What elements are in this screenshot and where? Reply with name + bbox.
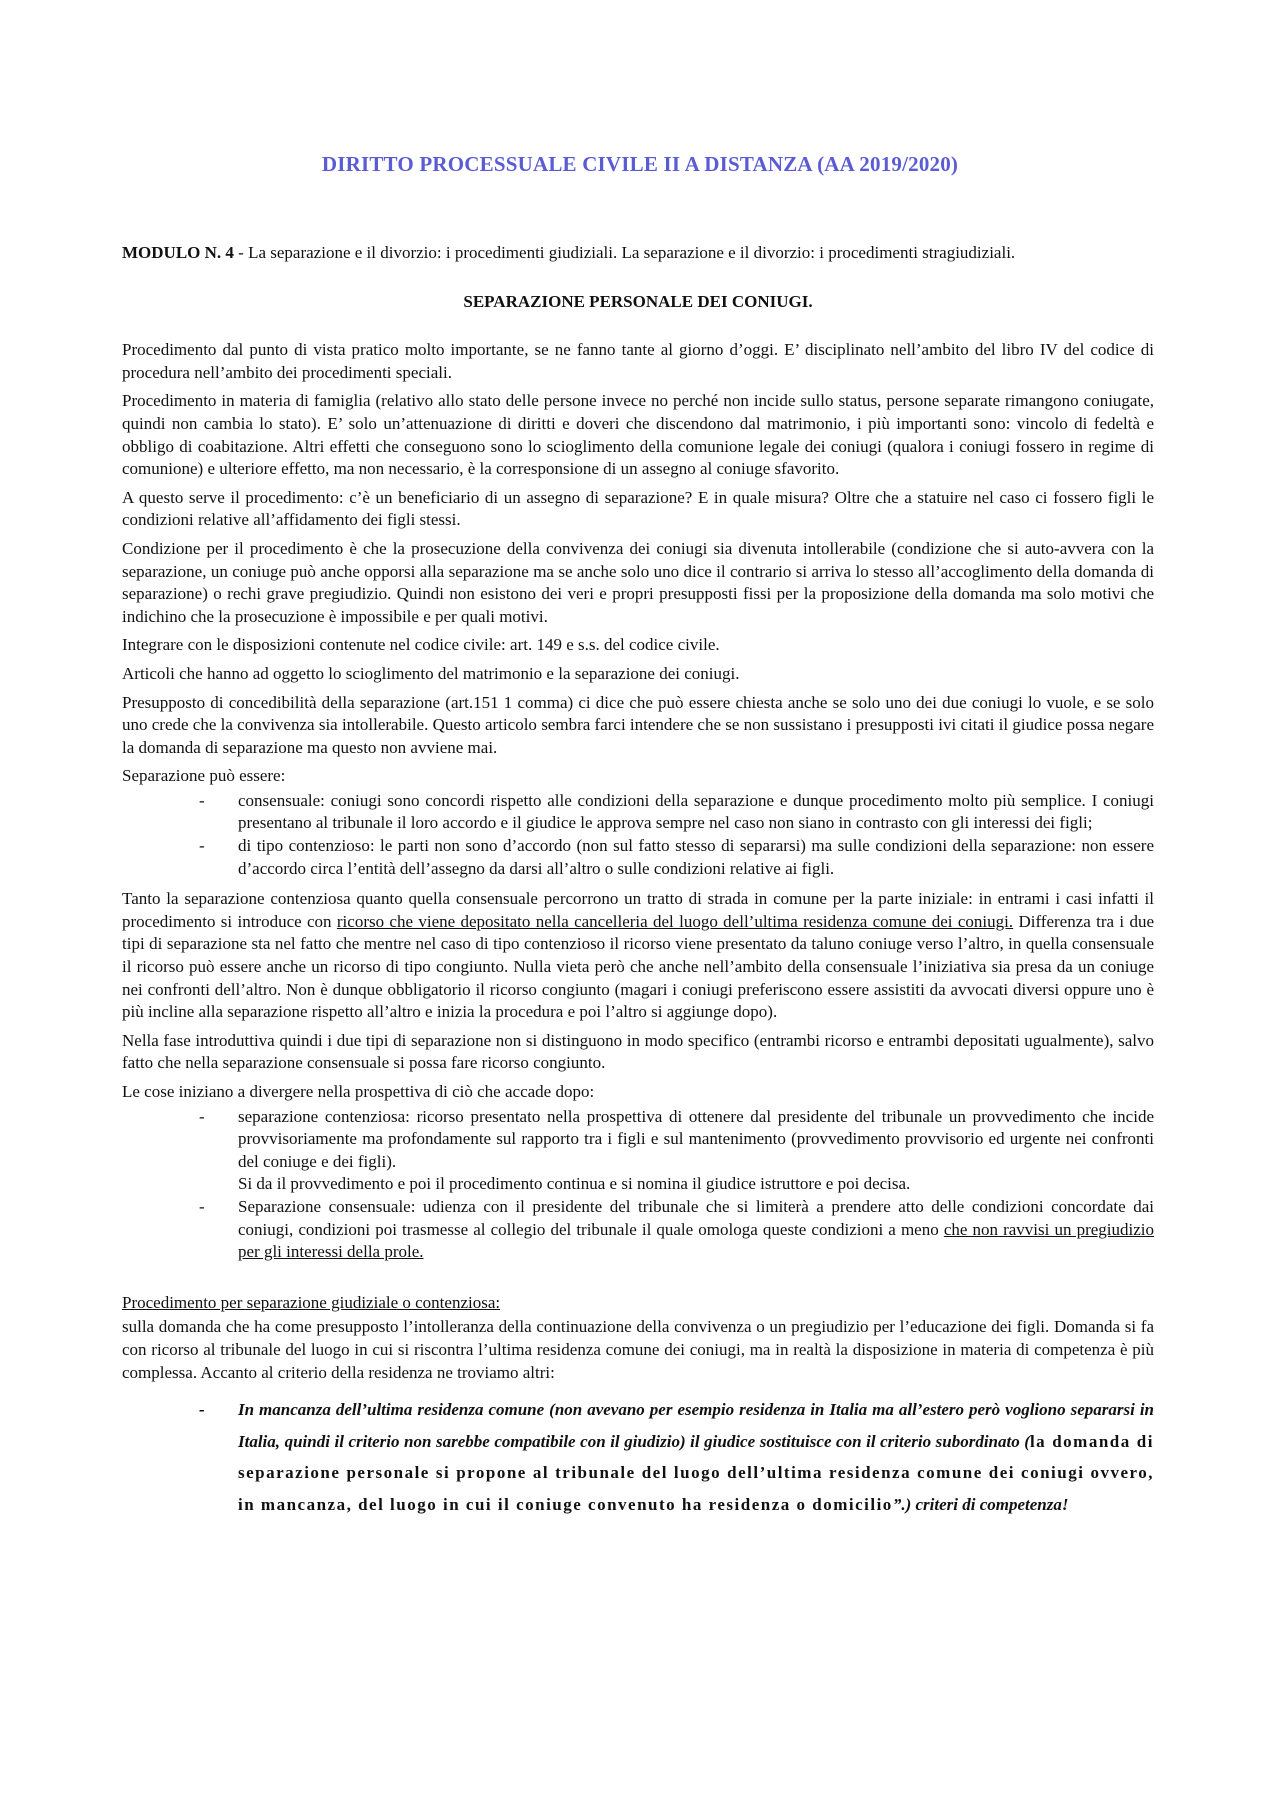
list-item: - consensuale: coniugi sono concordi rispetto alle condizioni della separazione e dunque procedimento molto più semplice. I coniugi presentano al tribunale il loro accordo e il giudice le approva sempre nel caso non siano in contrasto con gli interessi dei figli; — [238, 790, 1154, 835]
section-title: SEPARAZIONE PERSONALE DEI CONIUGI. — [463, 291, 813, 311]
document-body — [122, 242, 1154, 1528]
paragraph — [122, 888, 1154, 1024]
list-item: - di tipo contenzioso: le parti non sono d’accordo (non sul fatto stesso di separarsi) ma sulle condizioni della separazione: non essere d’accordo circa l’entità dell’assegno da darsi all’altro o sulle condizioni relative ai figli. — [238, 835, 1154, 880]
list-item — [238, 1394, 1154, 1520]
italic-text: ”.) criteri di competenza! — [892, 1494, 1069, 1514]
quoted-text: la domanda di separazione personale si propone al tribunale del luogo dell’ultima residenza comune dei coniugi ovvero, in mancanza, del luogo in cui il coniuge convenuto ha residenza o domicilio — [238, 1431, 1154, 1514]
page-title: DIRITTO PROCESSUALE CIVILE II A DISTANZA (AA 2019/2020) — [321, 152, 959, 176]
paragraph: Separazione può essere: — [122, 766, 286, 786]
subsection-heading: Procedimento per separazione giudiziale o contenziosa: — [122, 1292, 501, 1312]
paragraph: Nella fase introduttiva quindi i due tipi di separazione non si distinguono in modo specifico (entrambi ricorso e entrambi depositati ugualmente), salvo fatto che nella separazione consensuale si possa fare ricorso congiunto. — [122, 1030, 1154, 1073]
paragraph-text: Tanto la separazione contenziosa quanto quella consensuale percorrono un tratto di strada in comune per la parte iniziale: in entrami i casi infatti il procedimento si introduce con — [122, 889, 1154, 931]
paragraph: Procedimento in materia di famiglia (relativo allo stato delle persone invece no perché non incide sullo status, persone separate rimangono coniugate, quindi non cambia lo stato). E’ solo un’attenuazione di diritti e doveri che discendono dal matrimonio, i più importanti sono: vincolo di fedeltà e obbligo di coabitazione. Altri effetti che conseguono sono lo scioglimento della comunione legale dei coniugi (qualora i coniugi fossero in regime di comunione) e ulteriore effetto, ma non necessario, è la corresponsione di un assegno al coniuge sfavorito. — [122, 391, 1154, 479]
paragraph: Procedimento dal punto di vista pratico molto importante, se ne fanno tante al giorno d’oggi. E’ disciplinato nell’ambito del libro IV del codice di procedura nell’ambito dei procedimenti speciali. — [122, 340, 1154, 382]
list-item-continuation: Si da il provvedimento e poi il procedimento continua e si nomina il giudice istruttore e poi decisa. — [238, 1174, 911, 1194]
module-label: MODULO N. 4 — [122, 243, 234, 262]
paragraph-text: Differenza tra i due tipi di separazione sta nel fatto che mentre nel caso di tipo contenzioso il ricorso viene presentato da taluno coniuge verso l’altro, in quella consensuale il ricorso può essere anche un ricorso di tipo congiunto. Nulla vieta però che anche nell’ambito della consensuale l’iniziativa sia presa da un coniuge nei confronti dell’altro. Non è dunque obbligatorio il ricorso congiunto (magari i coniugi preferiscono essere assistiti da avvocati diversi oppure uno è più incline alla separazione rispetto all’altro e inizia la procedura e poi l’altro si aggiunge dopo). — [122, 911, 1154, 1022]
paragraph: Presupposto di concedibilità della separazione (art.151 1 comma) ci dice che può essere chiesta anche se solo uno dei due coniugi lo vuole, e se solo uno crede che la convivenza sia intollerabile. Questo articolo sembra farci intendere che se non sussistano i presupposti ivi citati il giudice possa negare la domanda di separazione ma questo non avviene mai. — [122, 692, 1154, 757]
paragraph: Integrare con le disposizioni contenute nel codice civile: art. 149 e s.s. del codice civile. — [122, 635, 720, 655]
list-item-text: separazione contenziosa: ricorso presentato nella prospettiva di ottenere dal presidente del tribunale un provvedimento che incide provvisoriamente ma profondamente sul rapporto tra i figli e sul mantenimento (provvedimento provvisorio ed urgente nei confronti del coniuge e dei figli). — [238, 1106, 1154, 1171]
list-item-text: Separazione consensuale: udienza con il presidente del tribunale che si limiterà a prendere atto delle condizioni concordate dai coniugi, condizioni poi trasmesse al collegio del tribunale il quale omologa queste condizioni a meno — [238, 1196, 1154, 1239]
paragraph: Condizione per il procedimento è che la prosecuzione della convivenza dei coniugi sia divenuta intollerabile (condizione che si auto-avvera con la separazione, un coniuge può anche opporsi alla separazione ma se anche solo uno dice il contrario si arriva lo stesso all’accoglimento della domanda di separazione) o rechi grave pregiudizio. Quindi non esistono dei veri e propri presupposti fissi per la proposizione della domanda ma solo motivi che indichino che la prosecuzione è impossibile e per quali motivi. — [122, 538, 1154, 626]
paragraph: Articoli che hanno ad oggetto lo scioglimento del matrimonio e la separazione dei coniugi. — [122, 663, 740, 683]
list-item — [238, 1106, 1154, 1196]
separation-types-list — [122, 790, 1154, 880]
underlined-text: che non ravvisi un pregiudizio per gli interessi della prole. — [238, 1219, 1154, 1262]
paragraph: sulla domanda che ha come presupposto l’intolleranza della continuazione della convivenza o un pregiudizio per l’educazione dei figli. Domanda si fa con ricorso al tribunale del luogo in cui si riscontra l’ultima residenza comune dei coniugi, ma in realtà la disposizione in materia di competenza è più complessa. Accanto al criterio della residenza ne troviamo altri: — [122, 1317, 1154, 1382]
paragraph: A questo serve il procedimento: c’è un beneficiario di un assegno di separazione? E in quale misura? Oltre che a statuire nel caso ci fossero figli le condizioni relative all’affidamento dei figli stessi. — [122, 487, 1154, 530]
competence-list — [122, 1394, 1154, 1520]
module-text: - La separazione e il divorzio: i procedimenti giudiziali. La separazione e il divorzio: i procedimenti stragiudiziali. — [233, 243, 1016, 262]
paragraph: Le cose iniziano a divergere nella prospettiva di ciò che accade dopo: — [122, 1082, 595, 1101]
list-item — [238, 1196, 1154, 1264]
underlined-text: ricorso che viene depositato nella cancelleria del luogo dell’ultima residenza comune dei coniugi. — [336, 911, 1014, 931]
italic-text: In mancanza dell’ultima residenza comune (non avevano per esempio residenza in Italia ma all’estero però vogliono separarsi in Italia, quindi il criterio non sarebbe compatibile con il giudizio) il giudice sostituisce con il criterio subordinato ( — [238, 1400, 1154, 1451]
module-line — [122, 242, 1154, 265]
divergence-list — [122, 1106, 1154, 1264]
